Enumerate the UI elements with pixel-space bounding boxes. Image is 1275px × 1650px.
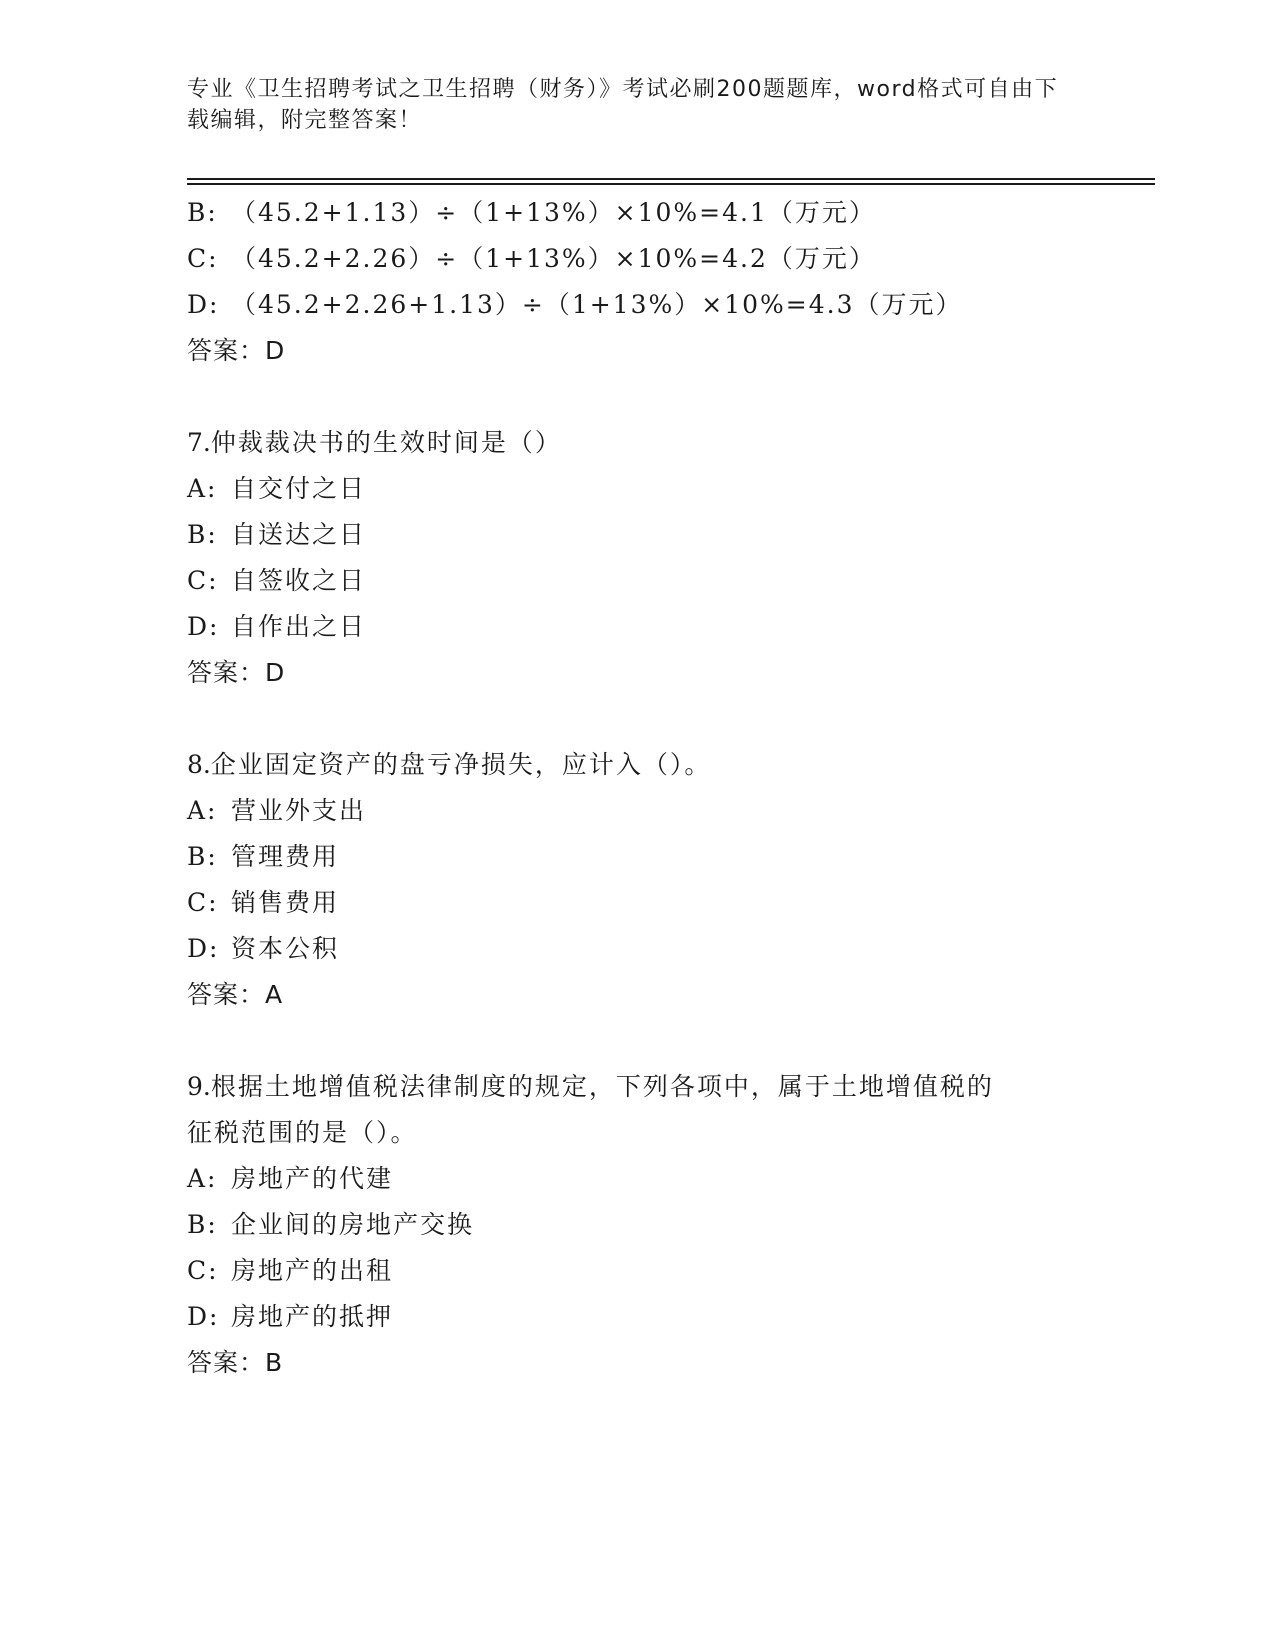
answer-line: 答案：B	[187, 1348, 284, 1377]
option-d	[187, 282, 1087, 328]
option-key: D:	[187, 1302, 220, 1331]
document-header: 专业《卫生招聘考试之卫生招聘（财务）》考试必刷200题题库，word格式可自由下载编辑，附完整答案！	[187, 77, 1059, 133]
question-stem-continued: 征税范围的是（）。	[187, 1118, 418, 1147]
option-text: 自送达之日	[231, 520, 367, 549]
option-key: C:	[187, 244, 219, 273]
option-key: D:	[187, 934, 220, 963]
option-text: 自交付之日	[231, 474, 367, 503]
question-text: 仲裁裁决书的生效时间是（）	[210, 428, 562, 457]
answer-line: 答案：A	[187, 980, 284, 1009]
answer-line: 答案：D	[187, 336, 286, 365]
option-text: 管理费用	[231, 842, 340, 871]
option-text: 自作出之日	[231, 612, 367, 641]
option-text: 房地产的代建	[231, 1164, 394, 1193]
option-a	[187, 1156, 1087, 1202]
option-text: （45.2+1.13）÷（1+13%）×10%=4.1（万元）	[231, 198, 876, 227]
option-key: C:	[187, 566, 219, 595]
option-text: 企业间的房地产交换	[231, 1210, 475, 1239]
option-c	[187, 880, 1087, 926]
option-key: B:	[187, 842, 218, 871]
option-text: （45.2+2.26）÷（1+13%）×10%=4.2（万元）	[231, 244, 876, 273]
option-b	[187, 512, 1087, 558]
option-key: B:	[187, 520, 218, 549]
option-b	[187, 834, 1087, 880]
question-number: 8.	[187, 750, 211, 779]
answer-line: 答案：D	[187, 658, 286, 687]
question-number: 7.	[187, 428, 211, 457]
option-c	[187, 558, 1087, 604]
question-stem	[187, 420, 1087, 466]
option-key: D:	[187, 290, 220, 319]
option-key: B:	[187, 1210, 218, 1239]
option-key: A:	[187, 796, 218, 825]
question-7	[187, 420, 1087, 696]
option-text: 房地产的出租	[231, 1256, 394, 1285]
option-key: A:	[187, 1164, 218, 1193]
option-b	[187, 190, 1087, 236]
question-9	[187, 1064, 1087, 1386]
header-divider-top	[187, 178, 1155, 180]
option-text: （45.2+2.26+1.13）÷（1+13%）×10%=4.3（万元）	[231, 290, 963, 319]
option-key: D:	[187, 612, 220, 641]
option-key: C:	[187, 1256, 219, 1285]
option-text: 销售费用	[231, 888, 340, 917]
header-divider-bottom	[187, 183, 1155, 185]
question-number: 9.	[187, 1072, 211, 1101]
document-body	[187, 190, 1087, 1386]
option-a	[187, 788, 1087, 834]
option-d	[187, 1294, 1087, 1340]
option-a	[187, 466, 1087, 512]
option-b	[187, 1202, 1087, 1248]
question-stem	[187, 742, 1087, 788]
option-key: B:	[187, 198, 218, 227]
option-key: C:	[187, 888, 219, 917]
option-c	[187, 1248, 1087, 1294]
option-d	[187, 926, 1087, 972]
question-8	[187, 742, 1087, 1018]
question-stem	[187, 1064, 1087, 1110]
option-d	[187, 604, 1087, 650]
option-text: 自签收之日	[231, 566, 367, 595]
option-text: 资本公积	[231, 934, 340, 963]
question-partial	[187, 190, 1087, 374]
option-c	[187, 236, 1087, 282]
option-text: 房地产的抵押	[231, 1302, 394, 1331]
option-text: 营业外支出	[231, 796, 367, 825]
question-text: 企业固定资产的盘亏净损失，应计入（）。	[210, 750, 712, 779]
question-text: 根据土地增值税法律制度的规定，下列各项中，属于土地增值税的	[210, 1072, 994, 1101]
option-key: A:	[187, 474, 218, 503]
